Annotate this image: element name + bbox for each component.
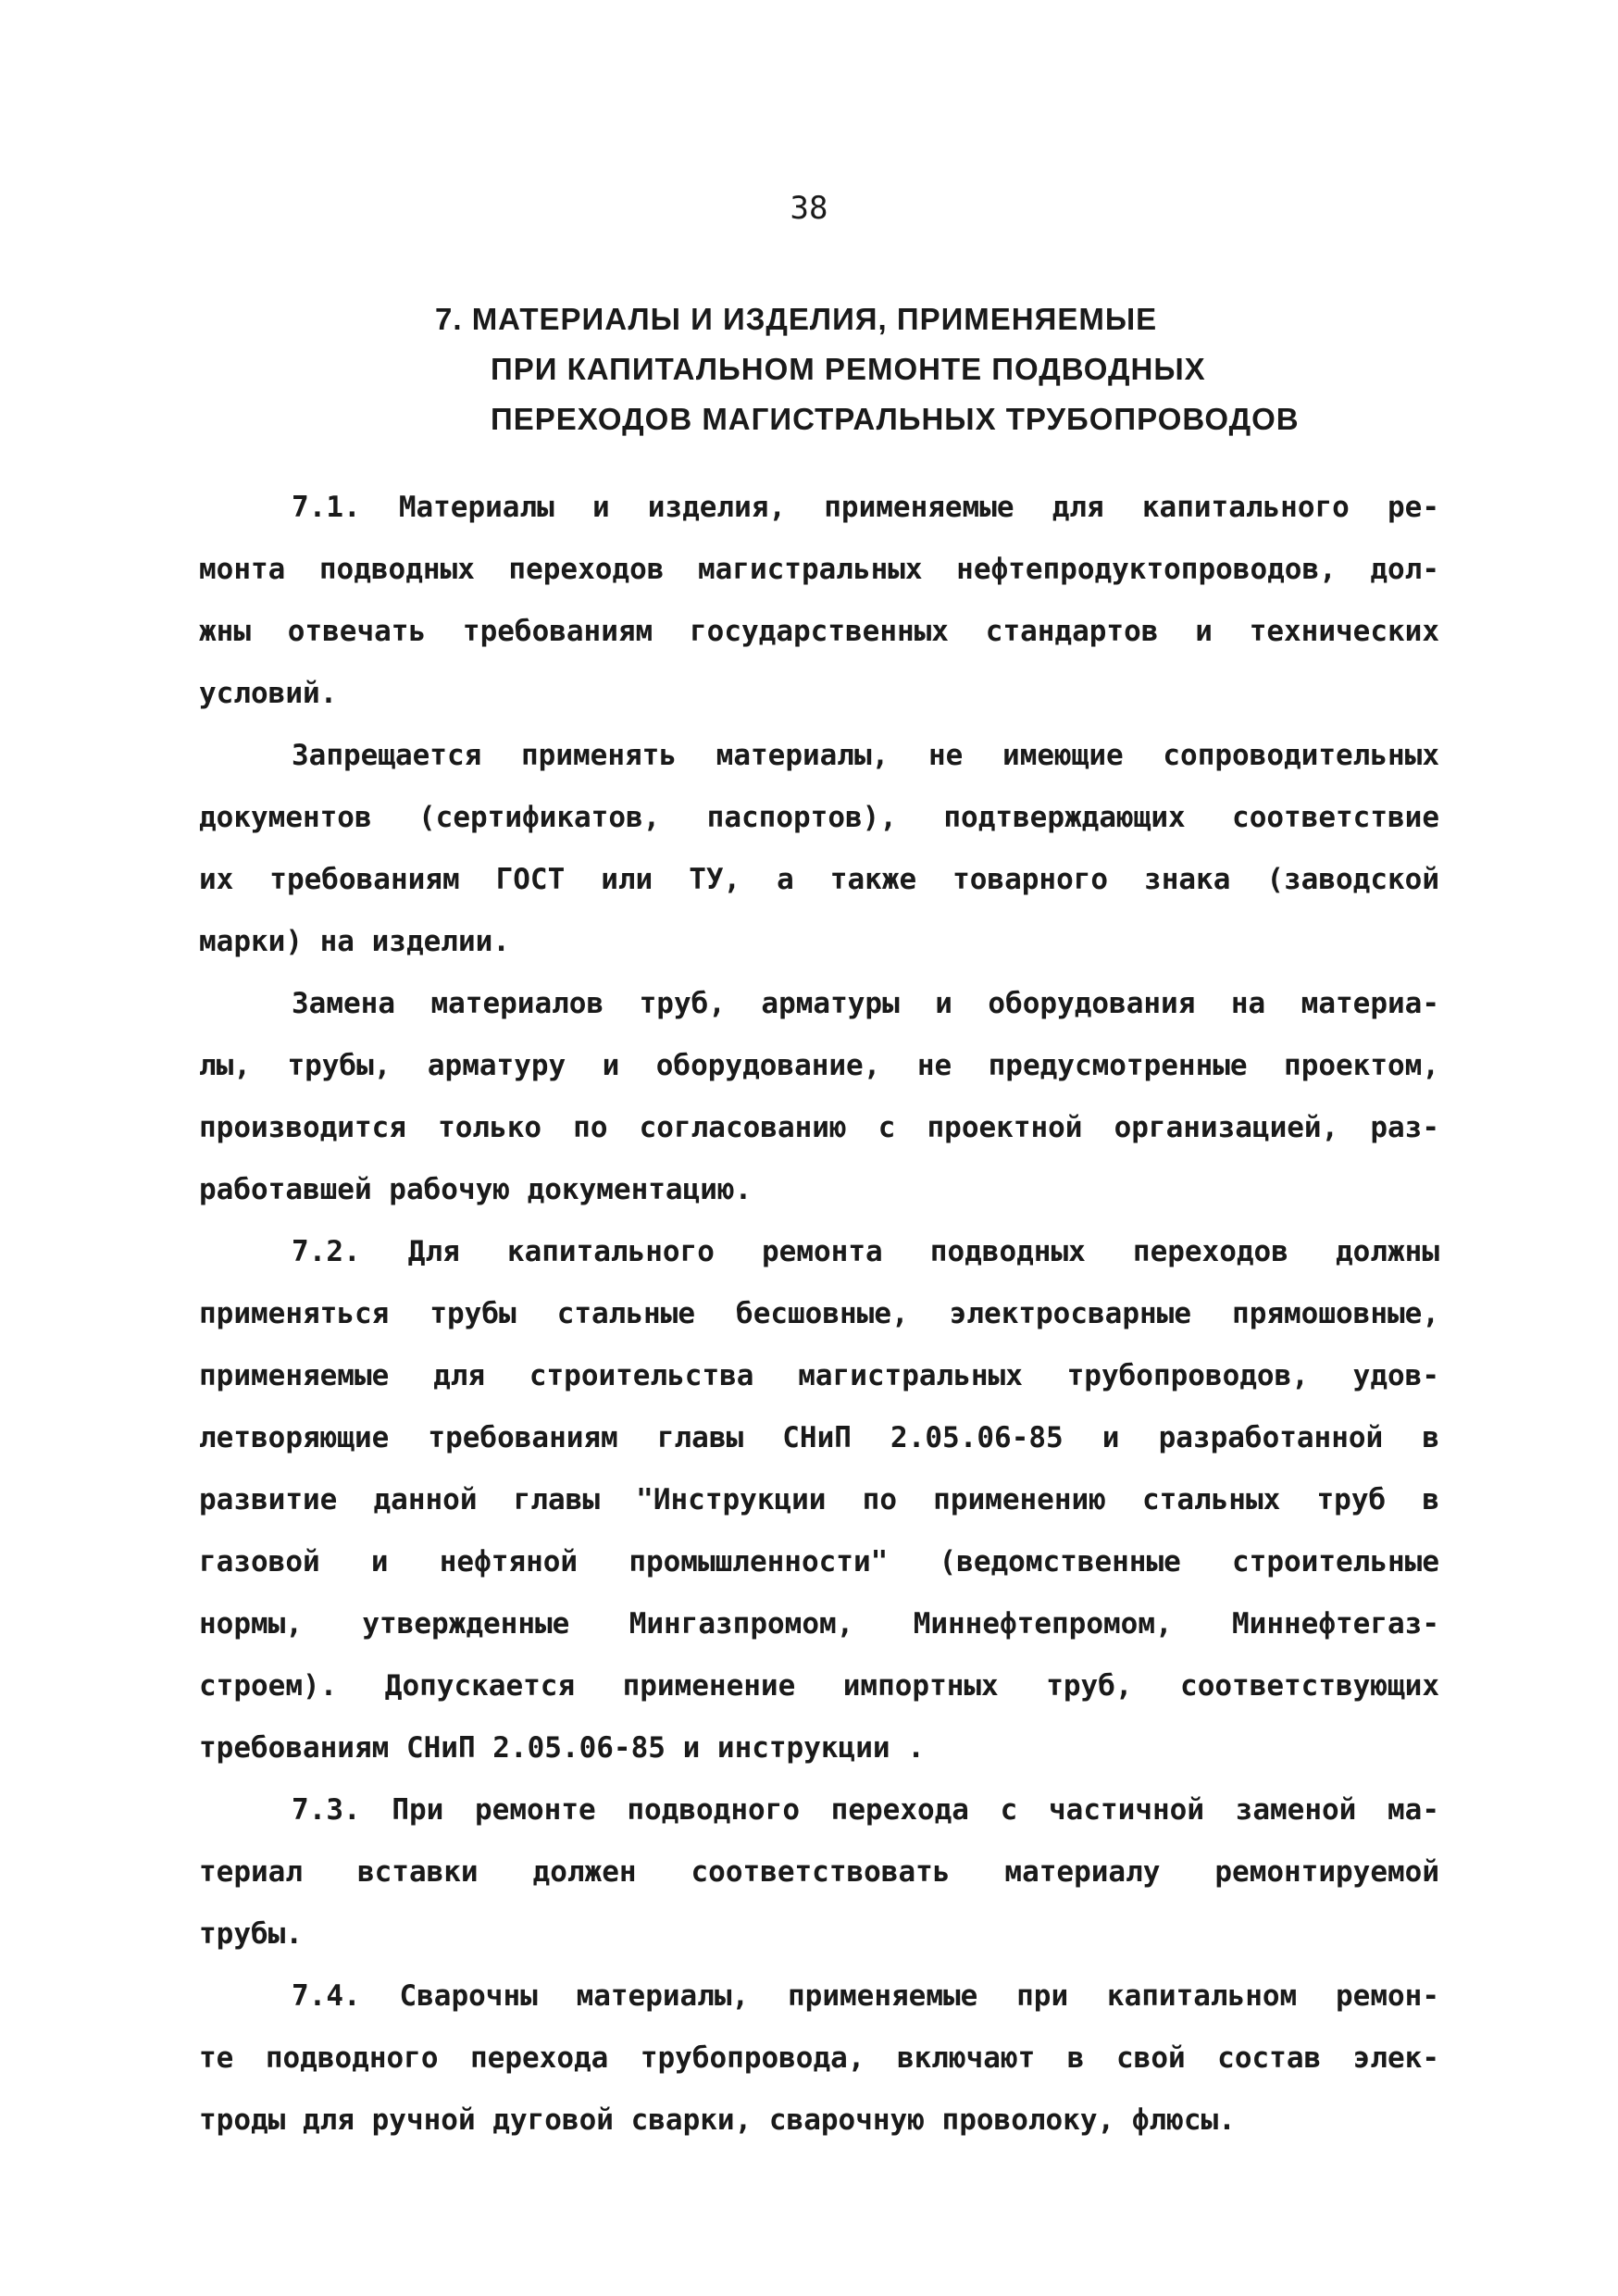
text-line: 7.2. Для капитального ремонта подводных переходов должны [292,1235,1439,1268]
paragraph-prohibition [199,725,1439,973]
paragraph-7-3 [199,1779,1439,1965]
text-line: лы, трубы, арматуру и оборудование, не предусмотренные проектом, [199,1049,1439,1082]
paragraph-replacement [199,973,1439,1221]
text-line: 7.1. Материалы и изделия, применяемые для капитального ре- [292,491,1439,524]
text-line: применяемые для строительства магистральных трубопроводов, удов- [199,1359,1439,1392]
text-line: работавшей рабочую документацию. [199,1173,753,1206]
text-line: 7.3. При ремонте подводного перехода с частичной заменой ма- [292,1793,1439,1827]
text-line: строем). Допускается применение импортных труб, соответствующих [199,1669,1439,1703]
text-line: марки) на изделии. [199,925,510,958]
text-line: газовой и нефтяной промышленности" (ведомственные строительные [199,1545,1439,1578]
text-line: летворяющие требованиям главы СНиП 2.05.06-85 и разработанной в [199,1421,1439,1454]
text-line: те подводного перехода трубопровода, включают в свой состав элек- [199,2041,1439,2075]
text-line: Замена материалов труб, арматуры и оборудования на материа- [292,987,1439,1020]
heading-line: 7. МАТЕРИАЛЫ И ИЗДЕЛИЯ, ПРИМЕНЯЕМЫЕ [435,302,1158,336]
text-line: требованиям СНиП 2.05.06-85 и инструкции . [199,1731,925,1765]
paragraph-7-1 [199,477,1439,725]
page-number: 38 [790,190,828,227]
text-line: условий. [199,677,338,710]
text-line: нормы, утвержденные Мингазпромом, Миннефтепромом, Миннефтегаз- [199,1607,1439,1641]
text-line: их требованиям ГОСТ или ТУ, а также товарного знака (заводской [199,863,1439,896]
text-line: териал вставки должен соответствовать материалу ремонтируемой [199,1855,1439,1889]
paragraph-7-4 [199,1965,1439,2152]
text-line: Запрещается применять материалы, не имеющие сопроводительных [292,739,1439,772]
text-line: применяться трубы стальные бесшовные, электросварные прямошовные, [199,1297,1439,1330]
text-line: трубы. [199,1917,303,1951]
text-line: 7.4. Сварочны материалы, применяемые при капитальном ремон- [292,1979,1439,2013]
text-line: жны отвечать требованиям государственных стандартов и технических [199,615,1439,648]
text-line: троды для ручной дуговой сварки, сварочную проволоку, флюсы. [199,2103,1236,2137]
text-line: развитие данной главы "Инструкции по применению стальных труб в [199,1483,1439,1516]
text-line: документов (сертификатов, паспортов), подтверждающих соответствие [199,801,1439,834]
text-line: производится только по согласованию с проектной организацией, раз- [199,1111,1439,1144]
body-text [199,477,1439,2152]
paragraph-7-2 [199,1221,1439,1779]
heading-line: ПРИ КАПИТАЛЬНОМ РЕМОНТЕ ПОДВОДНЫХ [491,352,1206,386]
section-heading [435,294,1300,444]
text-line: монта подводных переходов магистральных нефтепродуктопроводов, дол- [199,553,1439,586]
heading-line: ПЕРЕХОДОВ МАГИСТРАЛЬНЫХ ТРУБОПРОВОДОВ [491,402,1300,436]
